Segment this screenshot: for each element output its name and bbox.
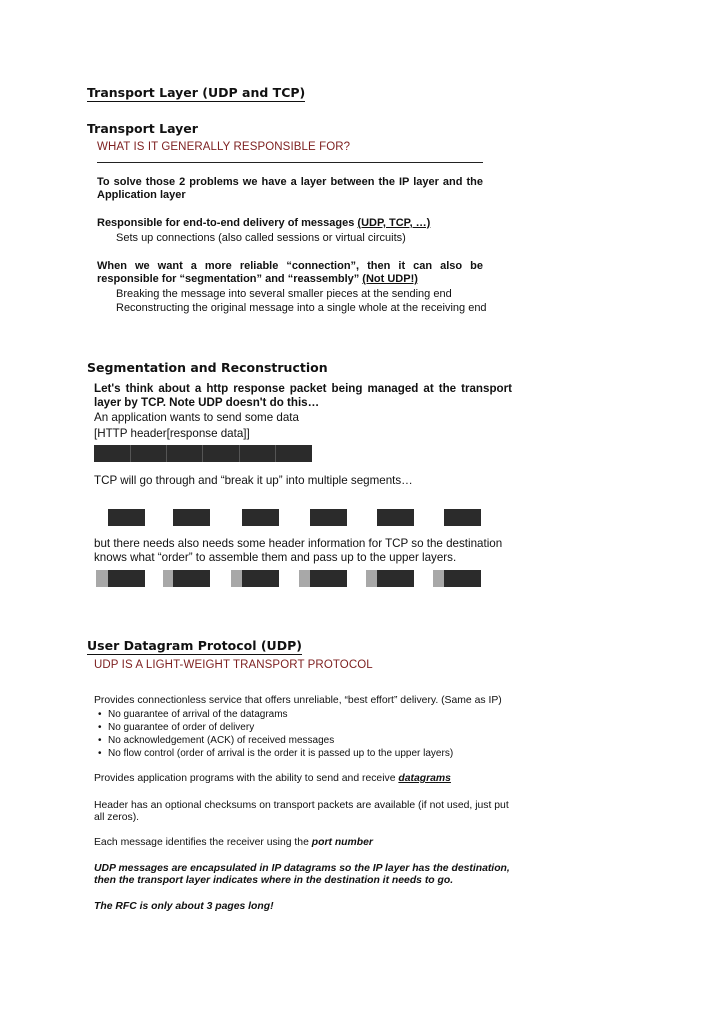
paragraph-line: Provides connectionless service that offers unreliable, “best effort” delivery. (Same as IP): [94, 695, 502, 706]
paragraph-line: [HTTP header[response data]]: [94, 427, 250, 440]
data-segment: [310, 570, 347, 587]
data-segment: [242, 570, 279, 587]
data-segment: [242, 509, 279, 526]
bullet-item: • No guarantee of arrival of the datagrams: [98, 708, 453, 721]
paragraph-line: but there needs also needs some header information for TCP so the destination: [94, 537, 503, 550]
segment-header: [96, 570, 108, 587]
segment-header: [231, 570, 242, 587]
document-title: Transport Layer (UDP and TCP): [87, 85, 306, 100]
data-segment: [173, 570, 210, 587]
paragraph-line: To solve those 2 problems we have a layer between the IP layer and the: [97, 176, 483, 188]
paragraph-line: layer by TCP. Note UDP doesn't do this…: [94, 396, 320, 409]
paragraph-line: Provides application programs with the ability to send and receive datagrams: [94, 773, 451, 784]
paragraph-line: Each message identifies the receiver using the port number: [94, 837, 373, 848]
segment-header: [433, 570, 444, 587]
paragraph-line: Responsible for end-to-end delivery of messages (UDP, TCP, …): [97, 217, 431, 229]
paragraph-line: UDP messages are encapsulated in IP datagrams so the IP layer has the destination,: [94, 863, 510, 874]
section-heading-transport-layer: Transport Layer: [87, 121, 198, 136]
paragraph-line: The RFC is only about 3 pages long!: [94, 901, 274, 912]
full-data-bar: [94, 445, 312, 462]
data-segment: [310, 509, 347, 526]
section-heading-udp: User Datagram Protocol (UDP): [87, 638, 302, 653]
paragraph-line: responsible for “segmentation” and “reassembly” (Not UDP!): [97, 273, 418, 285]
paragraph-line: Header has an optional checksums on transport packets are available (if not used, just put: [94, 800, 509, 811]
data-segment: [444, 570, 481, 587]
sub-point: Sets up connections (also called sessions or virtual circuits): [116, 232, 406, 244]
slide-title: WHAT IS IT GENERALLY RESPONSIBLE FOR?: [97, 141, 351, 153]
paragraph-line: Let's think about a http response packet being managed at the transport: [94, 382, 512, 395]
bullet-item: • No flow control (order of arrival is the order it is passed up to the upper layers): [98, 747, 453, 760]
segment-header: [163, 570, 173, 587]
paragraph-line: knows what “order” to assemble them and pass up to the upper layers.: [94, 551, 457, 564]
slide-title: UDP IS A LIGHT-WEIGHT TRANSPORT PROTOCOL: [94, 659, 373, 671]
sub-point: Breaking the message into several smaller pieces at the sending end: [116, 288, 452, 300]
sub-point: Reconstructing the original message into a single whole at the receiving end: [116, 302, 487, 314]
paragraph-line: all zeros).: [94, 812, 140, 823]
paragraph-line: TCP will go through and “break it up” into multiple segments…: [94, 474, 413, 487]
paragraph-line: When we want a more reliable “connection”, then it can also be: [97, 260, 483, 272]
bullet-item: • No acknowledgement (ACK) of received messages: [98, 734, 453, 747]
data-segment: [108, 509, 145, 526]
slide-title-rule: [97, 162, 483, 163]
data-segment: [444, 509, 481, 526]
udp-bullet-list: [98, 708, 453, 760]
section-heading-segmentation: Segmentation and Reconstruction: [87, 360, 328, 375]
data-segment: [377, 570, 414, 587]
segment-header: [299, 570, 310, 587]
data-segment: [173, 509, 210, 526]
segment-header: [366, 570, 377, 587]
bullet-item: • No guarantee of order of delivery: [98, 721, 453, 734]
data-segment: [377, 509, 414, 526]
paragraph-line: Application layer: [97, 189, 186, 201]
data-segment: [108, 570, 145, 587]
segment-with-header-row: [0, 570, 714, 587]
paragraph-line: then the transport layer indicates where in the destination it needs to go.: [94, 875, 454, 886]
paragraph-line: An application wants to send some data: [94, 411, 299, 424]
segment-row: [0, 509, 714, 526]
